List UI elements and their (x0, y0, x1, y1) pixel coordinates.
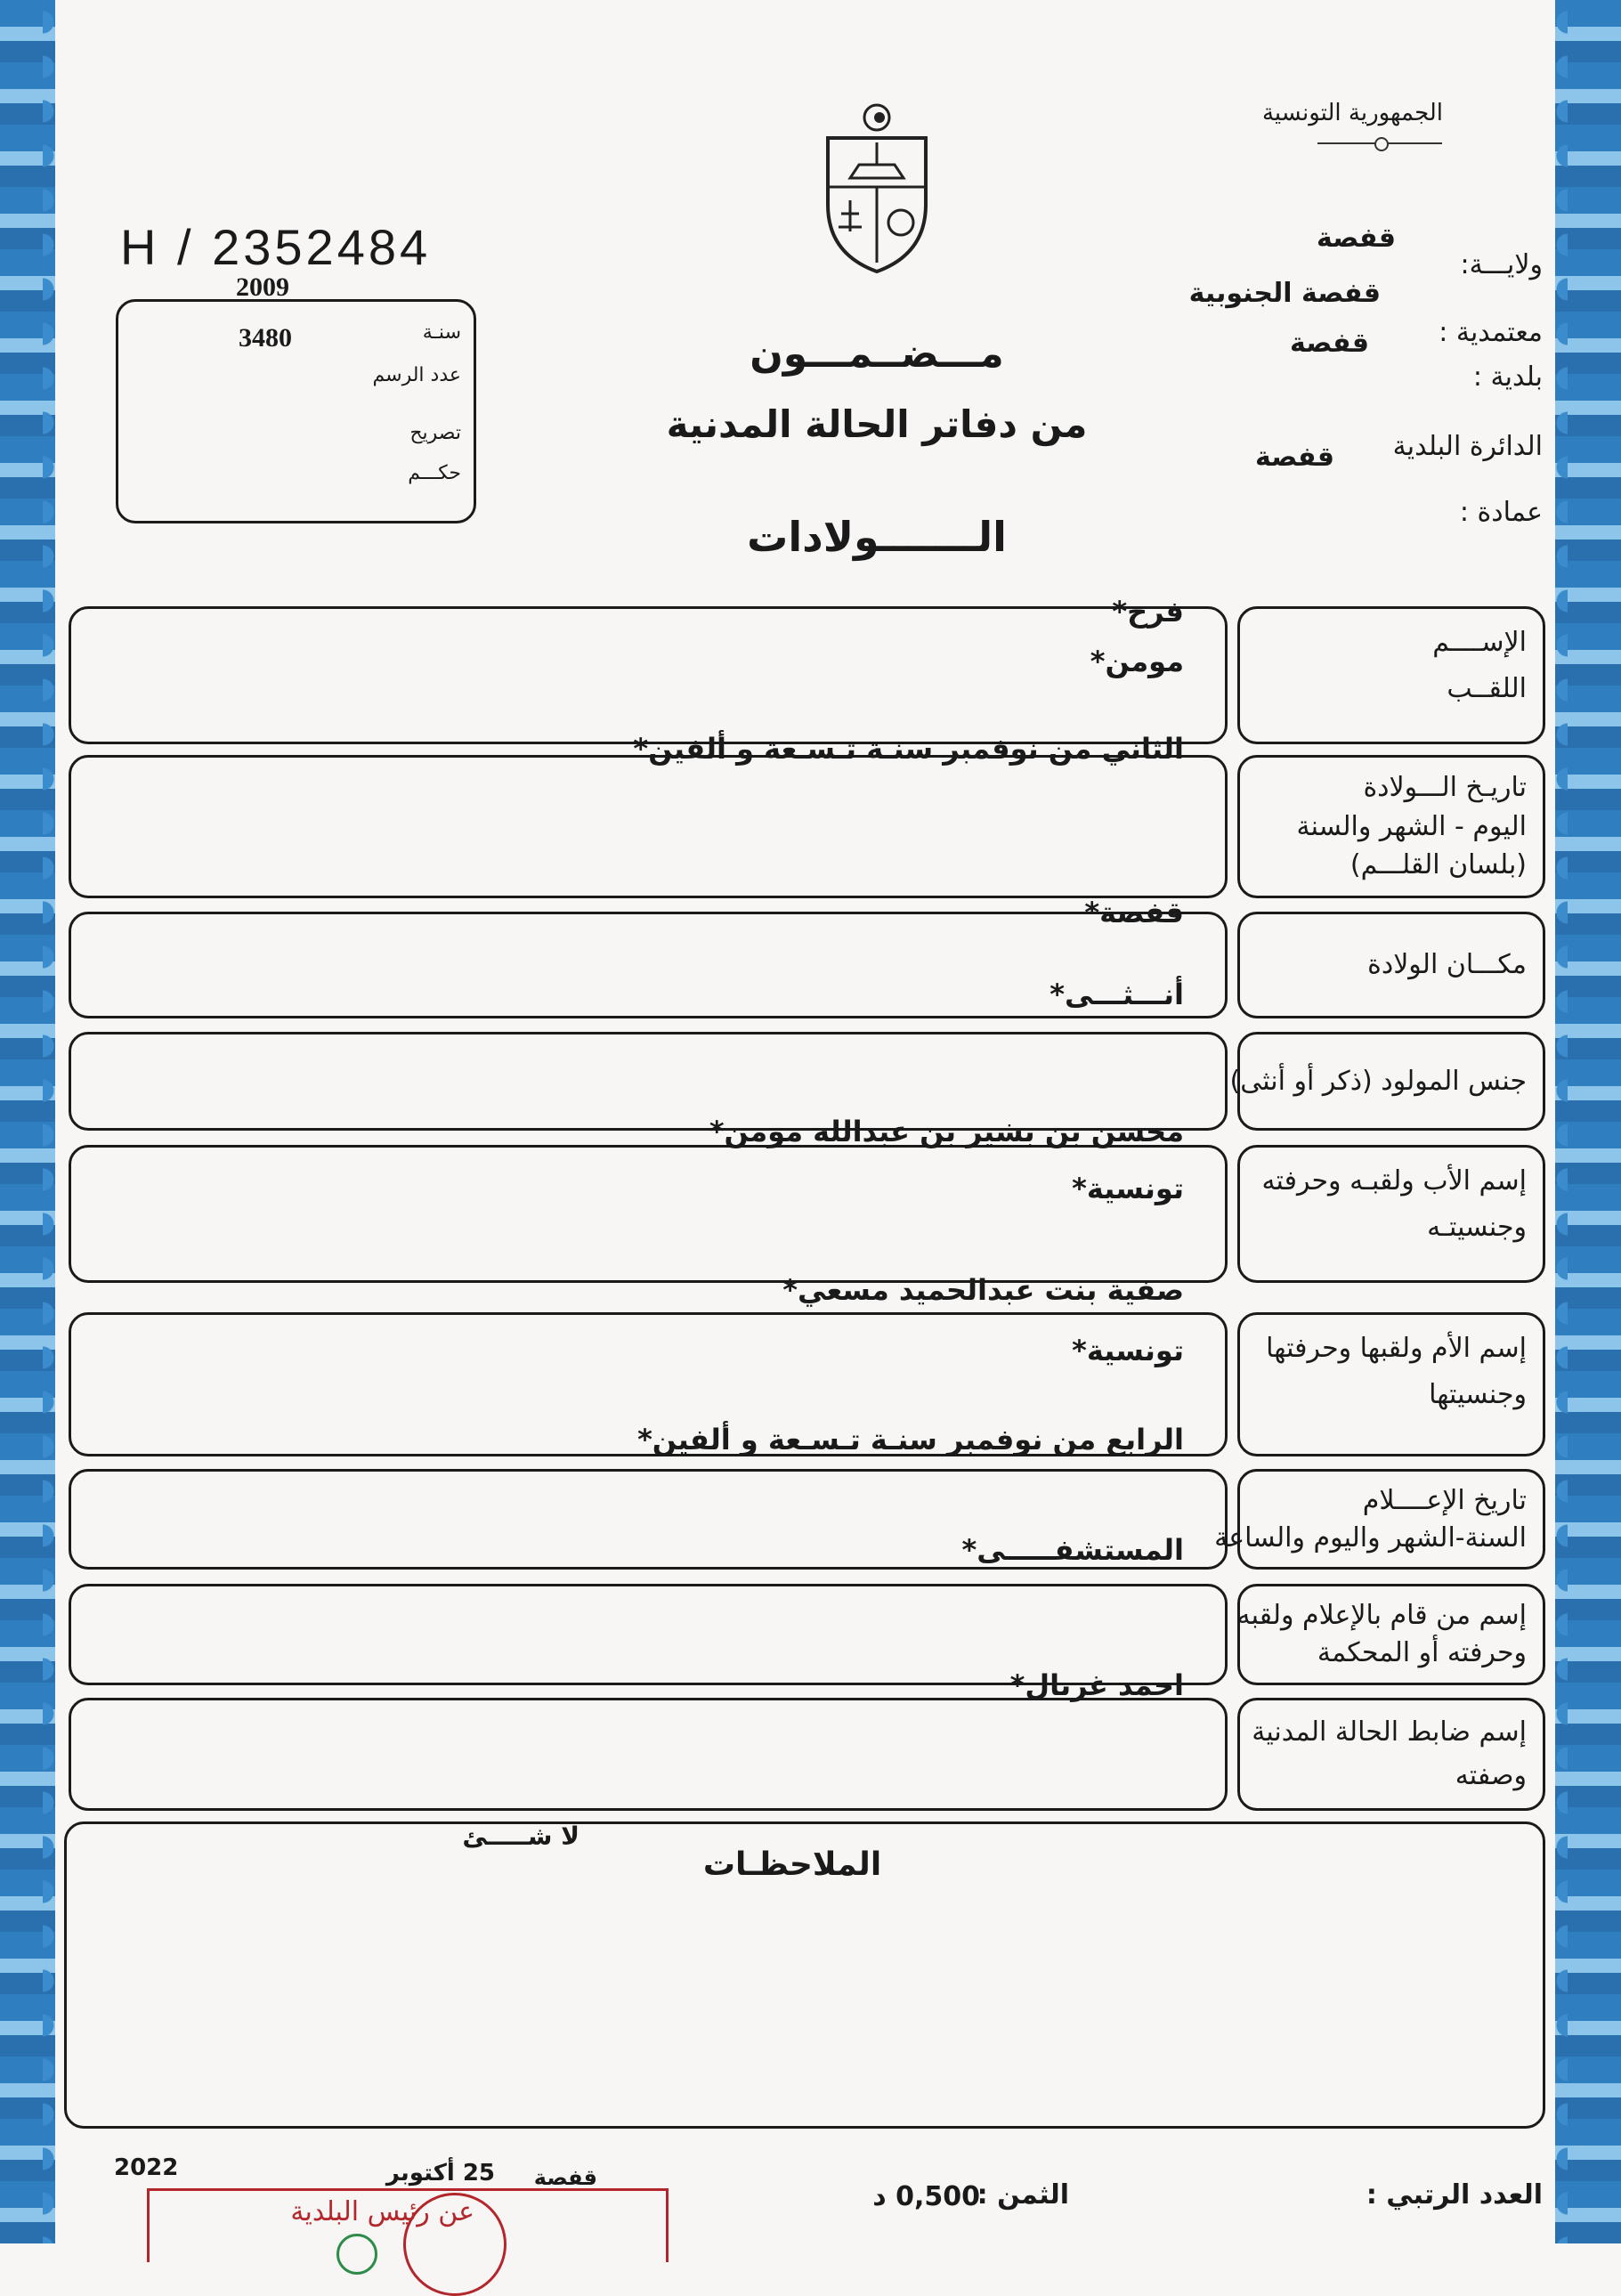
baladia-label: بلدية : (1472, 361, 1543, 393)
label-box-sex (1229, 1032, 1545, 1131)
label-mother-1: وجنسيتها (1429, 1379, 1527, 1410)
label-birth-place-0: مكـــان الولادة (1367, 949, 1527, 980)
motamadia-label: معتمدية : (1439, 317, 1543, 348)
field-box-civil-officer (69, 1698, 1228, 1811)
price-value: 0,500 د (872, 2181, 980, 2212)
registry-box (116, 299, 476, 523)
decorative-border-right (1555, 0, 1621, 2243)
stamp-text: عن رئيس البلدية (290, 2196, 474, 2227)
value-father-1: تونسية* (1072, 1172, 1184, 1205)
value-birth-date-0: الثاني من نوفمبر سنـة تـسـعة و ألفين* (633, 732, 1184, 766)
label-box-birth-place (1237, 912, 1545, 1018)
label-birth-date-1: اليوم - الشهر والسنة (1296, 810, 1527, 842)
label-father-0: إسم الأب ولقبـه وحرفته (1261, 1165, 1527, 1197)
value-declaration-date-0: الرابع من نوفمبر سنـة تـسـعة و ألفين* (637, 1423, 1184, 1456)
label-box-declarant (1237, 1584, 1545, 1685)
label-declaration-date-0: تاريخ الإعــــلام (1362, 1485, 1527, 1516)
remarks-value: لا شـــــئ (462, 1821, 580, 1851)
field-box-birth-date (69, 755, 1228, 898)
label-declarant-1: وحرفته أو المحكمة (1317, 1637, 1527, 1668)
label-sex-0: جنس المولود (ذكر أو أنثى) (1229, 1066, 1527, 1097)
record-number-label: عدد الرسم (372, 364, 461, 386)
official-stamp (147, 2188, 669, 2262)
republic-title: الجمهورية التونسية (1261, 100, 1443, 126)
label-name-1: اللقــب (1447, 673, 1527, 704)
label-box-mother (1237, 1312, 1545, 1456)
section-title-births: الـــــــولادات (747, 513, 1007, 561)
green-seal (336, 2234, 377, 2275)
label-box-declaration-date (1214, 1469, 1545, 1570)
value-declaration-date-1: المستشفـــــى* (961, 1533, 1184, 1567)
label-box-civil-officer (1237, 1698, 1545, 1811)
ornament-circle (1374, 137, 1389, 151)
wilaya-value: قفصة (1317, 223, 1396, 254)
label-father-1: وجنسيتـه (1427, 1212, 1527, 1243)
wilaya-label: ولايـــة: (1460, 249, 1543, 280)
value-name-0: فرح* (1112, 595, 1184, 629)
baladia-value: قفصة (1290, 328, 1369, 359)
round-seal (403, 2193, 507, 2296)
remarks-title: الملاحظـات (702, 1846, 882, 1883)
label-civil-officer-0: إسم ضابط الحالة المدنية (1252, 1716, 1527, 1748)
motamadia-value: قفصة الجنوبية (1188, 278, 1381, 309)
footer-place: قفصة (533, 2165, 597, 2190)
label-civil-officer-1: وصفته (1455, 1759, 1527, 1791)
value-mother-0: صفية بنت عبدالحميد مسعي* (782, 1273, 1184, 1307)
field-box-name (69, 606, 1228, 744)
price-label: الثمن : (977, 2179, 1069, 2211)
label-mother-0: إسم الأم ولقبها وحرفتها (1266, 1333, 1527, 1364)
daira-value: قفصة (1255, 442, 1334, 473)
document-title: مـــضــمـــون (750, 331, 1004, 377)
footer-year: 2022 (114, 2154, 179, 2181)
value-mother-1: تونسية* (1072, 1334, 1184, 1367)
declaration-label: تصريح (409, 422, 461, 444)
label-box-birth-date (1237, 755, 1545, 898)
value-birth-place-0: قفصة* (1084, 896, 1184, 929)
value-name-1: مومن* (1090, 645, 1184, 678)
label-birth-date-2: (بلسان القلـــم) (1349, 849, 1527, 881)
label-declarant-0: إسم من قام بالإعلام ولقبه (1236, 1600, 1527, 1631)
daira-label: الدائرة البلدية (1392, 431, 1543, 462)
label-declaration-date-1: السنة-الشهر واليوم والساعة (1214, 1521, 1527, 1554)
footer-date: 25 أكتوبر (385, 2160, 495, 2186)
field-box-father (69, 1145, 1228, 1283)
serial-number: H / 2352484 (120, 219, 432, 275)
label-birth-date-0: تاريـخ الـــولادة (1363, 772, 1527, 803)
judgment-label: حكـــم (408, 462, 461, 484)
document-subtitle: من دفاتر الحالة المدنية (666, 402, 1088, 446)
value-father-0: محسن بن بشير بن عبدالله مومن* (709, 1115, 1184, 1148)
omada-label: عمادة : (1459, 497, 1543, 528)
label-box-father (1237, 1145, 1545, 1283)
decorative-border-left (0, 0, 55, 2243)
record-number-value: 3480 (239, 323, 292, 353)
value-civil-officer-0: احمد غربال* (1009, 1668, 1184, 1702)
tunisia-coat-of-arms-logo (819, 98, 935, 276)
year-label: سنـة (422, 321, 461, 344)
serial-label: العدد الرتبي : (1366, 2179, 1543, 2211)
value-sex-0: أنـــثـــى* (1050, 978, 1184, 1011)
label-box-name (1237, 606, 1545, 744)
registry-year-value: 2009 (236, 272, 289, 302)
label-name-0: الإســــم (1432, 627, 1527, 658)
